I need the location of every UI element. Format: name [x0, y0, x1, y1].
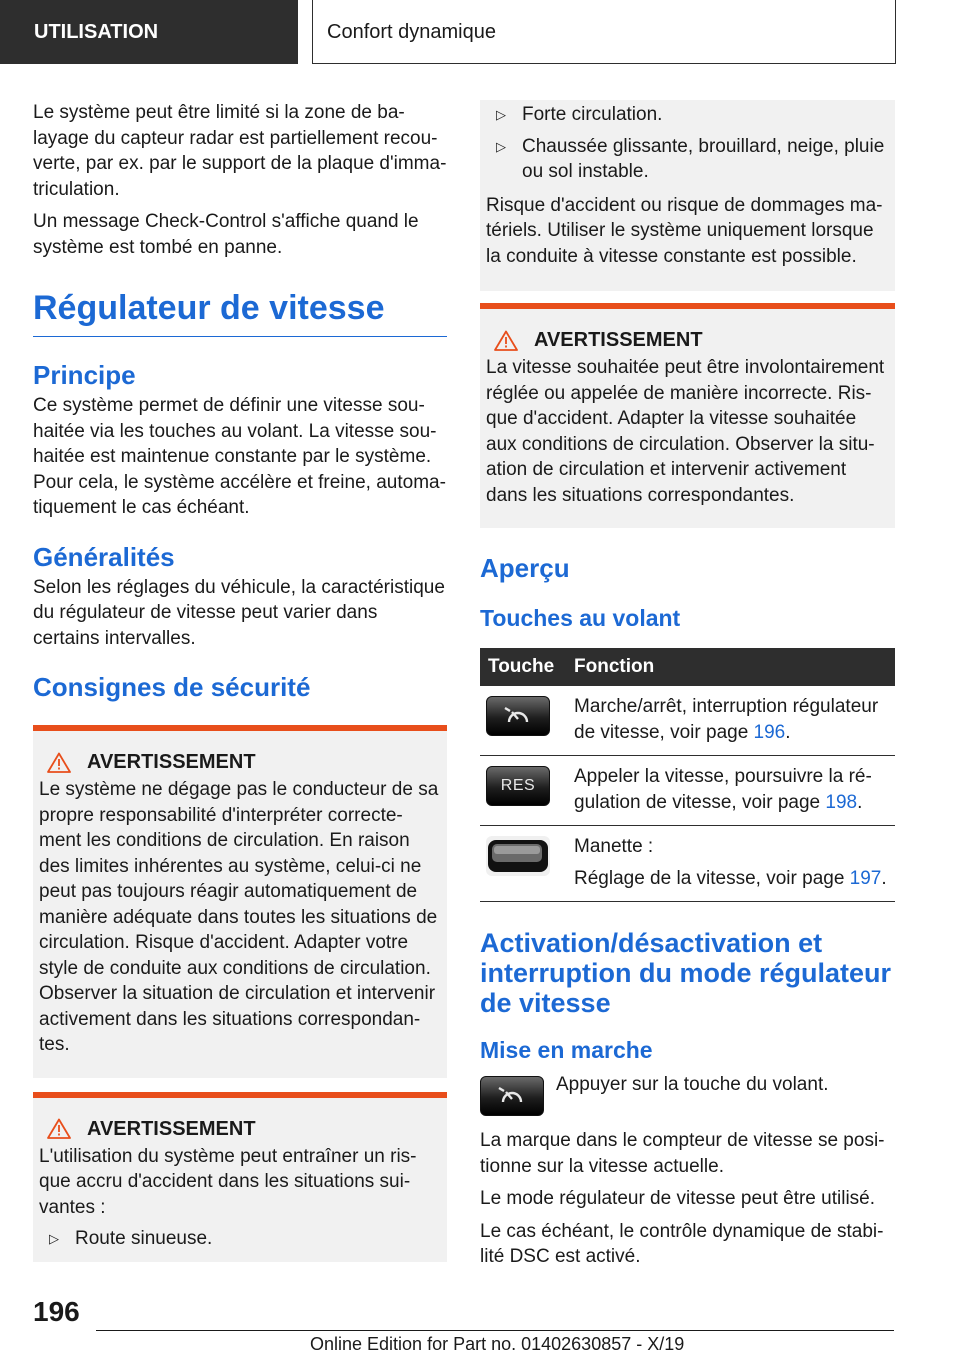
- function-text: Réglage de la vitesse, voir page: [574, 867, 850, 889]
- cruise-control-button-icon: [486, 696, 550, 736]
- warning-label-2: AVERTISSEMENT: [87, 1117, 256, 1140]
- rocker-switch-icon: [486, 836, 550, 876]
- table-row: Manette : Réglage de la vitesse, voir page 197.: [480, 826, 895, 902]
- list-item: ▷ Forte circulation.: [486, 102, 889, 128]
- consignes-heading: Consignes de sécurité: [33, 672, 311, 702]
- table-row: Marche/arrêt, interruption régulateur de vitesse, voir page 196.: [480, 686, 895, 756]
- warning-triangle-icon: [47, 752, 71, 773]
- mise-en-marche-text: Appuyer sur la touche du volant.: [556, 1074, 829, 1095]
- right-column: [480, 100, 895, 1277]
- touches-heading: Touches au volant: [480, 605, 681, 631]
- column-header-fonction: Fonction: [566, 648, 895, 686]
- warning-box-3: [480, 303, 895, 528]
- page-link-196[interactable]: 196: [753, 721, 786, 743]
- intro-paragraph-1: Le système peut être limité si la zone de ba-layage du capteur radar est partiellement recou-verte, par ex. par le support de la plaque d'imma-triculation.: [33, 102, 447, 200]
- steering-wheel-buttons-table: [480, 648, 895, 902]
- activation-paragraph-1: La marque dans le compteur de vitesse se posi-tionne sur la vitesse actuelle.: [480, 1130, 885, 1177]
- cruise-control-icon: [500, 702, 536, 730]
- res-button-icon: RES: [486, 766, 550, 806]
- warning-label-3: AVERTISSEMENT: [534, 329, 703, 351]
- warning-title-3: [486, 327, 889, 353]
- warning-list-continued: [486, 102, 889, 185]
- generalites-heading: Généralités: [33, 541, 175, 572]
- activation-paragraph-2: Le mode régulateur de vitesse peut être utilisé.: [480, 1188, 876, 1209]
- function-text: Appeler la vitesse, poursuivre la ré-gulation de vitesse, voir page: [574, 766, 872, 813]
- edition-text: Online Edition for Part no. 01402630857 - X/19: [310, 1334, 685, 1354]
- warning-box-2: [33, 1092, 447, 1262]
- warning-text-1: Le système ne dégage pas le conducteur de sa propre responsabilité d'interpréter correcte-ment les conditions de circulation. En raison des limites inhérentes au système, celui-ci ne peut pas toujours réagir automatiquement de manière adéquate dans toutes les situations de circulation. Risque d'accident. Adapter votre style de conduite aux conditions de circulation. Observer la situation de circulation et intervenir activement dans les situations correspondan-tes.: [39, 779, 439, 1055]
- warning-risk-text: Risque d'accident ou risque de dommages ma-tériels. Utiliser le système uniquement lorsque la conduite à vitesse constante est possible.: [486, 194, 883, 267]
- warning-text-2: L'utilisation du système peut entraîner un ris-que accru d'accident dans les situations sui-vantes :: [39, 1145, 417, 1218]
- warning-triangle-icon: [494, 330, 518, 351]
- list-triangle-icon: ▷: [49, 1231, 59, 1246]
- warning-text-3: La vitesse souhaitée peut être involontairement réglée ou appelée de manière incorrecte. Ris-que d'accident. Adapter la vitesse souhaitée aux conditions de circulation. Observer la situ-ation de circulation et intervenir activement dans les situations correspondantes.: [486, 357, 885, 506]
- generalites-text: Selon les réglages du véhicule, la caractéristique du régulateur de vitesse peut varier dans certains intervalles.: [33, 576, 445, 649]
- column-header-touche: Touche: [480, 648, 566, 686]
- footer-divider: [96, 1330, 894, 1331]
- list-triangle-icon: ▷: [496, 107, 506, 122]
- warning-label-1: AVERTISSEMENT: [87, 751, 256, 773]
- principe-heading: Principe: [33, 360, 136, 390]
- cruise-control-icon: [494, 1082, 530, 1110]
- list-item: ▷ Chaussée glissante, brouillard, neige, pluie ou sol instable.: [496, 135, 885, 182]
- function-text: Marche/arrêt, interruption régulateur de vitesse, voir page: [574, 696, 879, 743]
- intro-paragraph-2: Un message Check-Control s'affiche quand le système est tombé en panne.: [33, 211, 419, 258]
- warning-box-2-continued: [480, 100, 895, 291]
- list-triangle-icon: ▷: [496, 138, 506, 154]
- activation-heading: Activation/désactivation et interruption du mode régulateur de vitesse: [480, 928, 892, 1018]
- mise-en-marche-row: [480, 1072, 895, 1116]
- apercu-heading: Aperçu: [480, 553, 570, 583]
- left-column: [33, 100, 447, 1262]
- page-link-197[interactable]: 197: [849, 867, 882, 889]
- chapter-title: Confort dynamique: [312, 0, 896, 64]
- page-title: Régulateur de vitesse: [33, 288, 447, 337]
- warning-title-1: [39, 749, 441, 775]
- warning-box-1: [33, 725, 447, 1078]
- page-link-198[interactable]: 198: [825, 791, 858, 813]
- cruise-control-button-icon: [480, 1076, 544, 1116]
- rocker-switch-button-icon: [486, 836, 550, 876]
- principe-text: Ce système permet de définir une vitesse sou-haitée via les touches au volant. La vitesse sou-haitée est maintenue constante par le système. Pour cela, le système accélère et freine, automa-tiquement le cas échéant.: [33, 395, 446, 518]
- mise-en-marche-heading: Mise en marche: [480, 1037, 653, 1063]
- list-item: ▷ Route sinueuse.: [39, 1226, 441, 1252]
- page-number: 196: [33, 1296, 80, 1327]
- table-header-row: [480, 648, 895, 686]
- function-text-line1: Manette :: [574, 836, 654, 857]
- section-tab: UTILISATION: [0, 0, 298, 64]
- warning-title-2: [39, 1116, 441, 1142]
- warning-triangle-icon: [47, 1118, 71, 1139]
- table-row: RES Appeler la vitesse, poursuivre la ré-gulation de vitesse, voir page 198.: [480, 756, 895, 826]
- activation-paragraph-3: Le cas échéant, le contrôle dynamique de stabi-lité DSC est activé.: [480, 1220, 884, 1267]
- warning-list-2: [39, 1226, 441, 1252]
